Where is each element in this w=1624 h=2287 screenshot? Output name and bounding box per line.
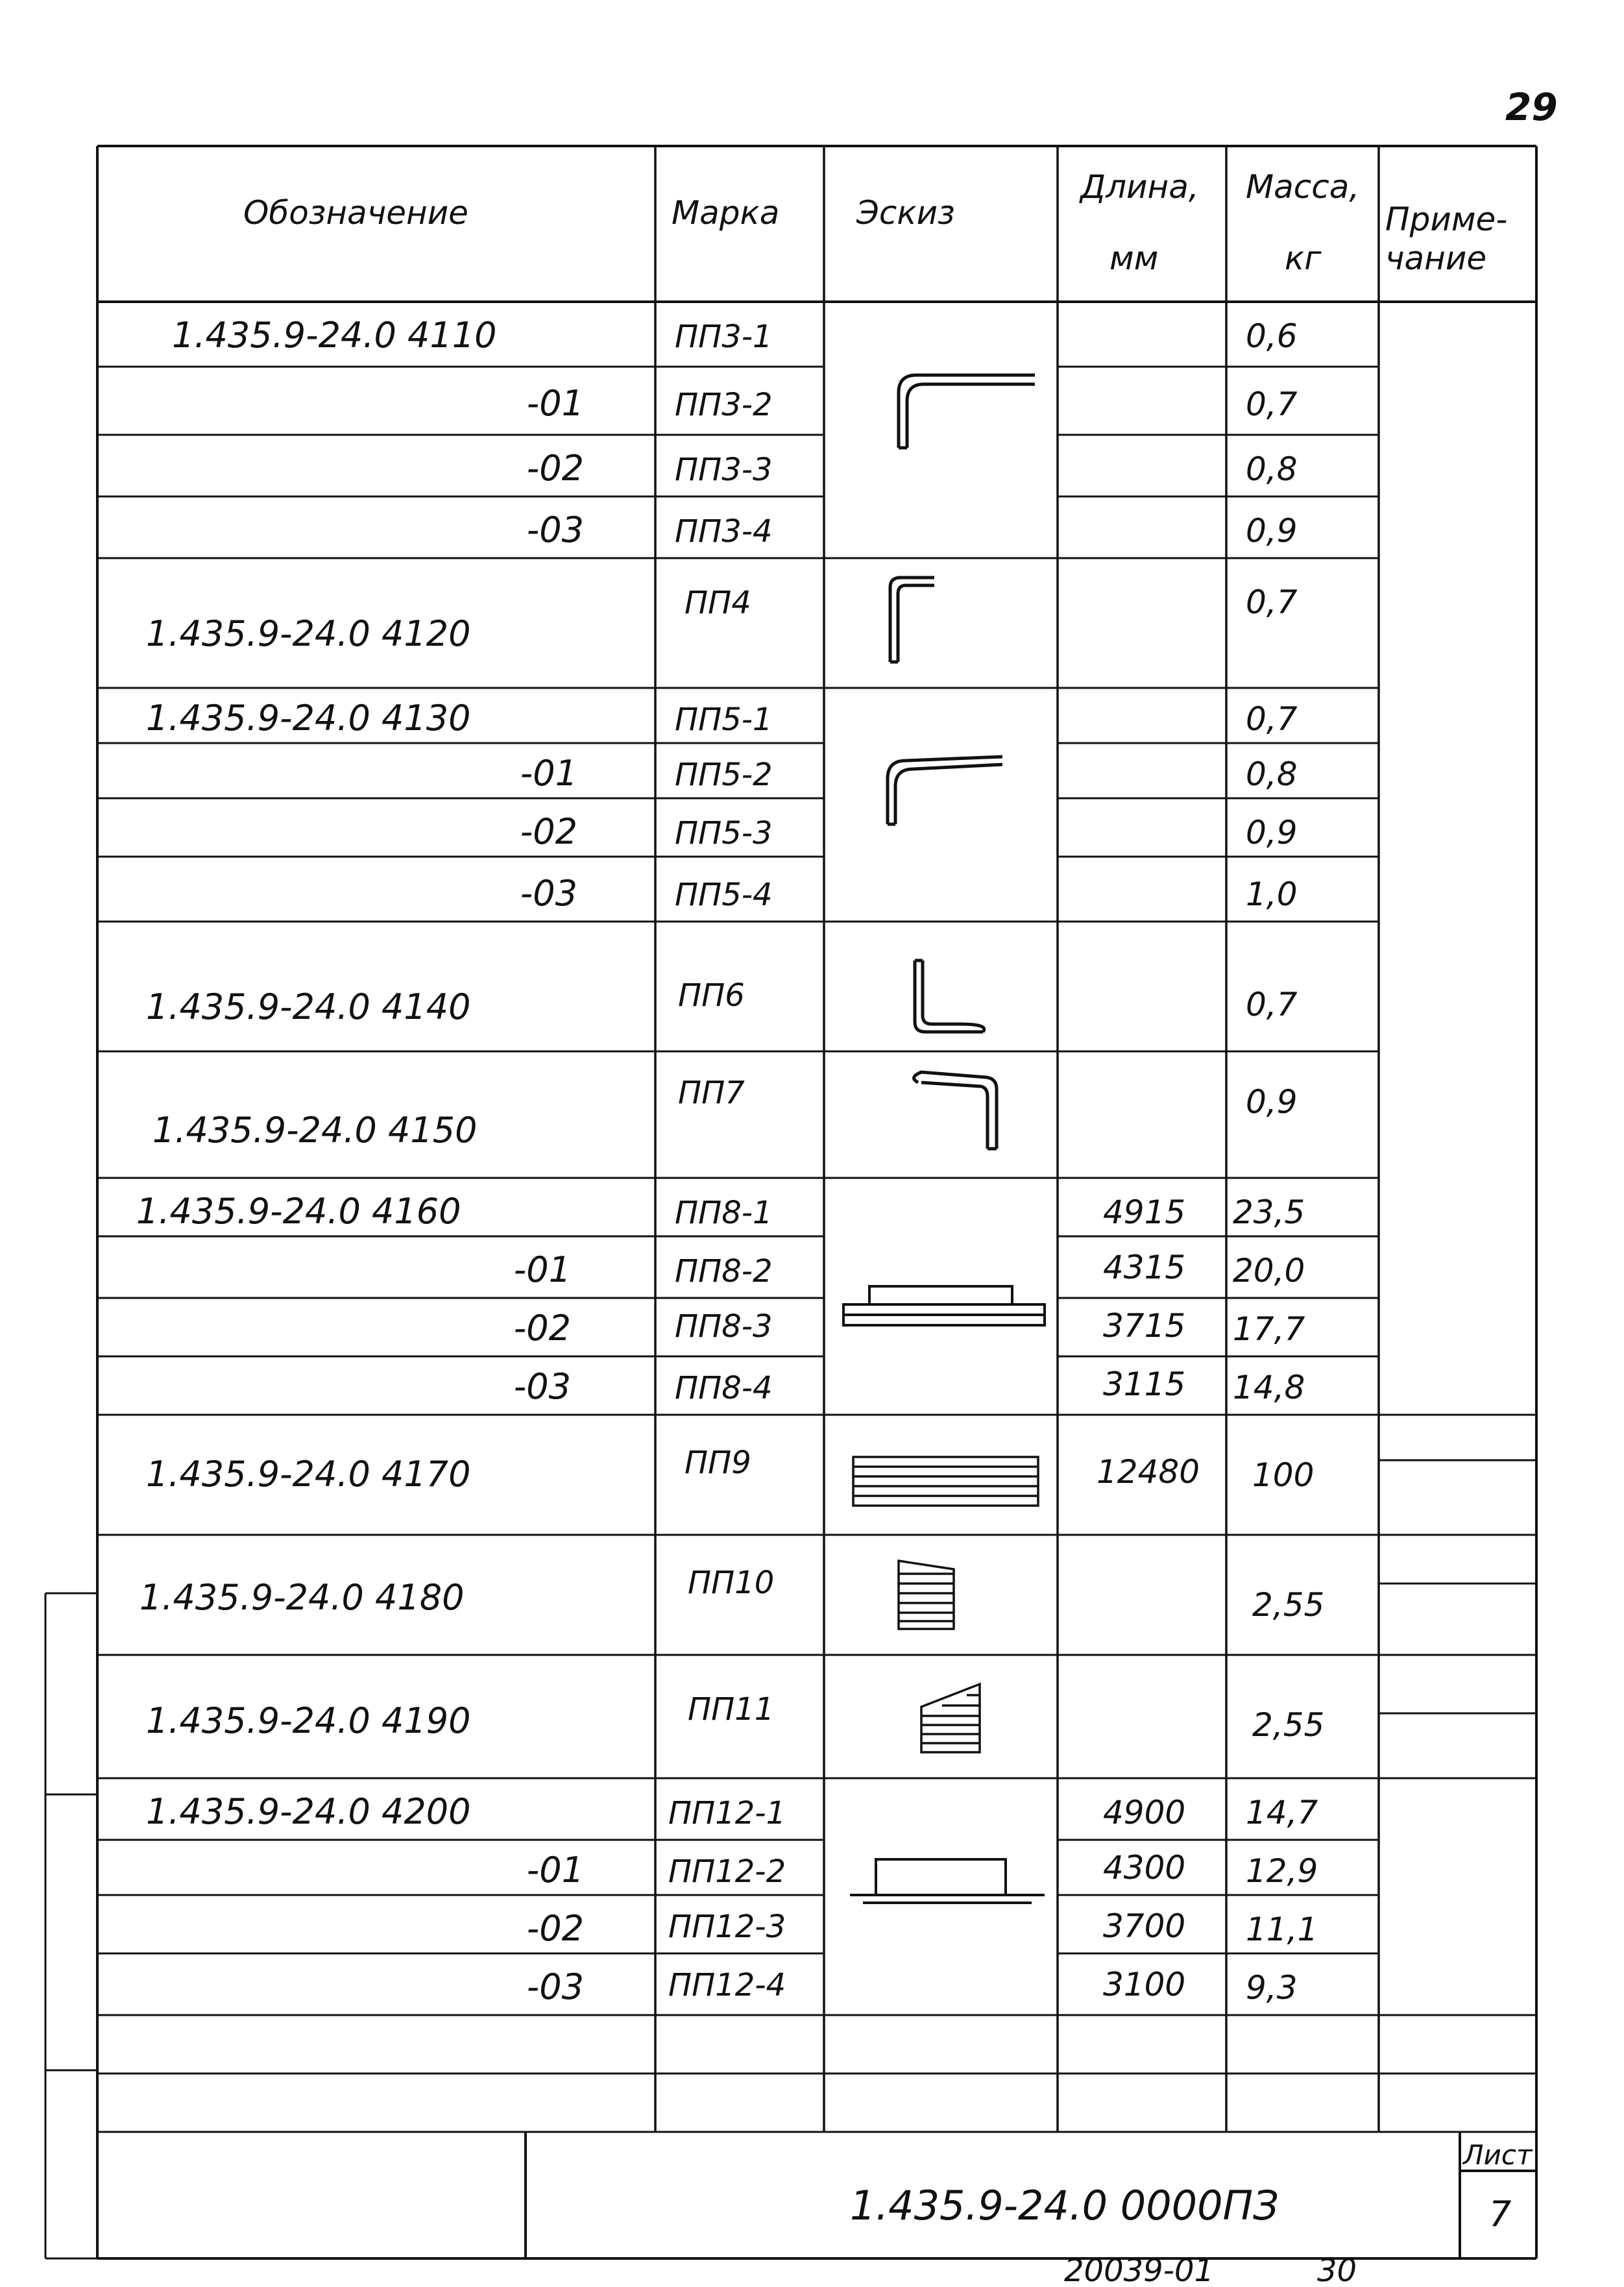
mark-cell: ПП7 xyxy=(678,1075,745,1111)
mark-cell: ПП3-3 xyxy=(675,452,773,488)
table-row xyxy=(527,1966,1298,2007)
sketch-pp3 xyxy=(899,375,1035,448)
left-margin-strips xyxy=(45,1593,97,2258)
mark-cell: ПП8-1 xyxy=(675,1195,773,1231)
length-cell: 4300 xyxy=(1103,1849,1186,1887)
table-row xyxy=(146,698,1298,739)
mark-cell: ПП5-4 xyxy=(675,877,773,913)
sketch-pp4 xyxy=(890,578,934,662)
designation-cell: 1.435.9-24.0 4150 xyxy=(152,1110,478,1151)
archive-number: 20039-01 xyxy=(1064,2253,1215,2287)
length-cell: 4900 xyxy=(1103,1794,1186,1831)
table-row xyxy=(514,1365,1305,1407)
page-ref: 30 xyxy=(1317,2253,1357,2287)
mass-cell: 2,55 xyxy=(1252,1706,1325,1744)
mass-cell: 0,9 xyxy=(1246,1083,1298,1121)
mass-cell: 11,1 xyxy=(1246,1911,1318,1948)
mass-cell: 0,9 xyxy=(1246,512,1298,550)
mark-cell: ПП5-1 xyxy=(675,702,773,738)
table-row xyxy=(146,1691,1324,1744)
mass-cell: 100 xyxy=(1252,1456,1315,1494)
mass-cell: 0,7 xyxy=(1246,583,1298,621)
mass-cell: 2,55 xyxy=(1252,1586,1325,1624)
mass-cell: 0,7 xyxy=(1246,700,1298,738)
sketch-pp8 xyxy=(843,1286,1045,1325)
page-number: 29 xyxy=(1505,85,1558,129)
mass-cell: 0,6 xyxy=(1246,317,1298,355)
mark-cell: ПП6 xyxy=(678,977,745,1014)
table-row xyxy=(527,509,1298,550)
mark-cell: ПП3-2 xyxy=(675,387,773,423)
mark-cell: ПП9 xyxy=(685,1445,751,1481)
length-cell: 12480 xyxy=(1097,1453,1200,1491)
length-cell: 4915 xyxy=(1103,1193,1186,1231)
length-cell: 3115 xyxy=(1103,1365,1186,1403)
header-designation: Обозначение xyxy=(243,194,468,232)
table-row xyxy=(146,583,1298,654)
mark-cell: ПП5-3 xyxy=(675,815,773,851)
designation-cell: -03 xyxy=(513,1366,571,1407)
table-row xyxy=(514,1249,1305,1290)
mass-cell: 0,7 xyxy=(1246,385,1298,423)
designation-cell: 1.435.9-24.0 4120 xyxy=(146,613,471,654)
designation-cell: -02 xyxy=(520,811,577,852)
mark-cell: ПП3-4 xyxy=(675,513,773,550)
mark-cell: ПП8-4 xyxy=(675,1370,773,1406)
mark-cell: ПП3-1 xyxy=(675,319,773,355)
mass-cell: 14,7 xyxy=(1246,1794,1318,1831)
designation-cell: 1.435.9-24.0 4200 xyxy=(146,1791,471,1832)
designation-cell: 1.435.9-24.0 4190 xyxy=(146,1700,471,1741)
sketch-pp10 xyxy=(899,1561,954,1629)
length-cell: 3715 xyxy=(1103,1307,1186,1345)
table-row xyxy=(520,873,1298,914)
mark-cell: ПП8-2 xyxy=(675,1253,773,1290)
mark-cell: ПП10 xyxy=(688,1565,775,1601)
sketch-pp9 xyxy=(853,1457,1038,1506)
mark-cell: ПП12-1 xyxy=(668,1795,786,1831)
mark-cell: ПП4 xyxy=(685,585,751,621)
table-row xyxy=(146,1791,1318,1832)
designation-cell: 1.435.9-24.0 4160 xyxy=(136,1191,461,1232)
designation-cell: -03 xyxy=(526,1966,584,2007)
mark-cell: ПП8-3 xyxy=(675,1308,773,1345)
note-column-lines xyxy=(1379,1415,1536,1778)
mass-cell: 0,9 xyxy=(1246,814,1298,851)
table-row xyxy=(514,1307,1305,1349)
table-row xyxy=(146,1445,1314,1495)
designation-cell: -03 xyxy=(526,509,584,550)
mass-cell: 12,9 xyxy=(1246,1852,1318,1890)
header-mass-line2: кг xyxy=(1285,239,1322,277)
mark-cell: ПП5-2 xyxy=(675,757,773,793)
sketch-pp6 xyxy=(915,960,984,1032)
mass-cell: 17,7 xyxy=(1233,1310,1305,1348)
length-cell: 3100 xyxy=(1103,1966,1186,2003)
table-row xyxy=(527,448,1298,489)
designation-cell: -03 xyxy=(520,873,577,914)
mass-cell: 0,8 xyxy=(1246,450,1298,488)
table-row xyxy=(527,1907,1318,1949)
mark-cell: ПП12-4 xyxy=(668,1967,786,2003)
mass-cell: 0,7 xyxy=(1246,986,1298,1023)
designation-cell: -02 xyxy=(526,1908,584,1949)
mass-cell: 20,0 xyxy=(1233,1252,1305,1290)
table-row xyxy=(527,1849,1318,1890)
designation-cell: 1.435.9-24.0 4180 xyxy=(139,1577,465,1618)
table-row xyxy=(146,977,1298,1027)
sketch-pp12 xyxy=(850,1859,1045,1903)
header-mass-line1: Масса, xyxy=(1246,168,1360,206)
mark-cell: ПП12-2 xyxy=(668,1853,786,1890)
header-sketch: Эскиз xyxy=(856,194,955,232)
document-code: 1.435.9-24.0 0000ПЗ xyxy=(850,2182,1279,2229)
sketch-pp11 xyxy=(921,1684,980,1752)
header-length-line2: мм xyxy=(1109,239,1159,277)
header-length-line1: Длина, xyxy=(1080,168,1199,206)
designation-cell: 1.435.9-24.0 4140 xyxy=(146,986,471,1027)
table-row xyxy=(152,1075,1298,1151)
designation-cell: -01 xyxy=(513,1249,571,1290)
table-row xyxy=(172,315,1298,356)
designation-cell: 1.435.9-24.0 4130 xyxy=(146,698,471,739)
sketch-pp7 xyxy=(914,1072,997,1149)
header-note-line1: Приме- xyxy=(1385,201,1508,238)
designation-cell: -01 xyxy=(526,1850,584,1890)
header-note-line2: чание xyxy=(1385,239,1487,277)
sheet-number: 7 xyxy=(1489,2194,1512,2234)
mass-cell: 1,0 xyxy=(1246,875,1298,913)
length-cell: 3700 xyxy=(1103,1907,1186,1945)
mark-cell: ПП11 xyxy=(688,1691,775,1728)
mass-cell: 14,8 xyxy=(1233,1369,1305,1406)
designation-cell: -01 xyxy=(520,753,577,794)
table-row xyxy=(136,1191,1305,1232)
sketch-pp5 xyxy=(888,757,1002,824)
designation-cell: -01 xyxy=(526,383,584,424)
mark-cell: ПП12-3 xyxy=(668,1909,786,1945)
designation-cell: 1.435.9-24.0 4170 xyxy=(146,1454,471,1495)
mass-cell: 9,3 xyxy=(1246,1969,1298,2007)
column-dividers xyxy=(655,146,1379,2132)
sheet-label: Лист xyxy=(1463,2139,1533,2171)
designation-cell: -02 xyxy=(526,448,584,489)
designation-cell: -02 xyxy=(513,1308,571,1349)
designation-cell: 1.435.9-24.0 4110 xyxy=(172,315,497,356)
mass-cell: 0,8 xyxy=(1246,755,1298,793)
table-row xyxy=(520,811,1298,852)
header-mark: Марка xyxy=(672,194,780,232)
mass-cell: 23,5 xyxy=(1233,1193,1305,1231)
length-cell: 4315 xyxy=(1103,1249,1186,1286)
table-row xyxy=(139,1565,1324,1624)
